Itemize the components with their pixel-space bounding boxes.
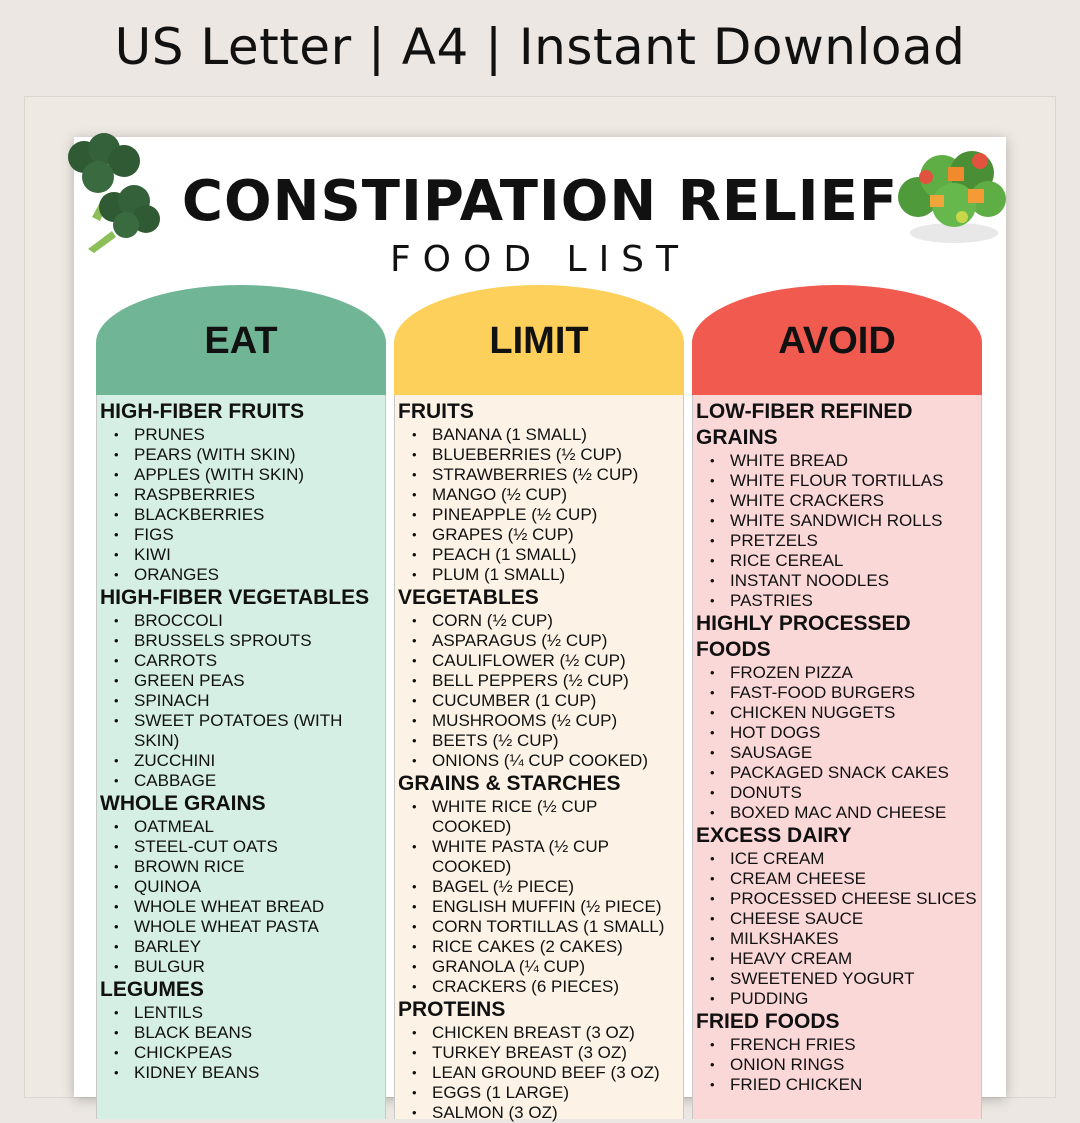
list-item: • SWEET POTATOES (WITH SKIN) <box>100 711 383 751</box>
section-title: HIGHLY PROCESSED FOODS <box>696 612 911 661</box>
list-item: • DONUTS <box>696 783 979 803</box>
list-item: • PROCESSED CHEESE SLICES <box>696 889 979 909</box>
list-item: • SAUSAGE <box>696 743 979 763</box>
list-item: • GRAPES (½ CUP) <box>398 525 681 545</box>
list-item: • WHOLE WHEAT PASTA <box>100 917 383 937</box>
item-list <box>696 663 979 823</box>
list-item: • ZUCCHINI <box>100 751 383 771</box>
list-item: • SWEETENED YOGURT <box>696 969 979 989</box>
item-list <box>100 611 383 791</box>
eat-heading: EAT <box>96 285 386 395</box>
list-item: • BLACK BEANS <box>100 1023 383 1043</box>
list-item: • BLUEBERRIES (½ CUP) <box>398 445 681 465</box>
list-item: • CRACKERS (6 PIECES) <box>398 977 681 997</box>
list-item: • BROWN RICE <box>100 857 383 877</box>
list-item: • BAGEL (½ PIECE) <box>398 877 681 897</box>
section-title: FRIED FOODS <box>696 1010 840 1033</box>
list-item: • ASPARAGUS (½ CUP) <box>398 631 681 651</box>
list-item: • BLACKBERRIES <box>100 505 383 525</box>
section-title: HIGH-FIBER FRUITS <box>100 400 305 423</box>
list-item: • CABBAGE <box>100 771 383 791</box>
list-item: • FRIED CHICKEN <box>696 1075 979 1095</box>
list-item: • MUSHROOMS (½ CUP) <box>398 711 681 731</box>
list-item: • WHITE CRACKERS <box>696 491 979 511</box>
list-item: • GRANOLA (¼ CUP) <box>398 957 681 977</box>
list-item: • FIGS <box>100 525 383 545</box>
list-item: • HOT DOGS <box>696 723 979 743</box>
item-list <box>100 817 383 977</box>
list-item: • BULGUR <box>100 957 383 977</box>
document-subtitle: FOOD LIST <box>389 239 691 280</box>
list-item: • APPLES (WITH SKIN) <box>100 465 383 485</box>
limit-column <box>394 285 684 1122</box>
list-item: • GREEN PEAS <box>100 671 383 691</box>
list-item: • CORN TORTILLAS (1 SMALL) <box>398 917 681 937</box>
format-banner: US Letter | A4 | Instant Download <box>114 18 966 76</box>
list-item: • ICE CREAM <box>696 849 979 869</box>
document-title: CONSTIPATION RELIEF <box>181 169 899 234</box>
item-list <box>696 1035 979 1095</box>
list-item: • MILKSHAKES <box>696 929 979 949</box>
list-item: • PUDDING <box>696 989 979 1009</box>
list-item: • PEARS (WITH SKIN) <box>100 445 383 465</box>
list-item: • RASPBERRIES <box>100 485 383 505</box>
list-item: • QUINOA <box>100 877 383 897</box>
limit-list <box>394 395 684 1122</box>
list-item: • EGGS (1 LARGE) <box>398 1083 681 1103</box>
section-title: FRUITS <box>398 400 474 423</box>
list-item: • CHICKPEAS <box>100 1043 383 1063</box>
list-item: • TURKEY BREAST (3 OZ) <box>398 1043 681 1063</box>
list-item: • SPINACH <box>100 691 383 711</box>
list-item: • CHEESE SAUCE <box>696 909 979 929</box>
list-item: • ENGLISH MUFFIN (½ PIECE) <box>398 897 681 917</box>
list-item: • FAST-FOOD BURGERS <box>696 683 979 703</box>
list-item: • CHICKEN NUGGETS <box>696 703 979 723</box>
list-item: • BROCCOLI <box>100 611 383 631</box>
item-list <box>398 1023 681 1123</box>
list-item: • PRUNES <box>100 425 383 445</box>
list-item: • WHITE FLOUR TORTILLAS <box>696 471 979 491</box>
list-item: • LENTILS <box>100 1003 383 1023</box>
list-item: • CUCUMBER (1 CUP) <box>398 691 681 711</box>
list-item: • CARROTS <box>100 651 383 671</box>
list-item: • ONIONS (¼ CUP COOKED) <box>398 751 681 771</box>
list-item: • ORANGES <box>100 565 383 585</box>
list-item: • ONION RINGS <box>696 1055 979 1075</box>
item-list <box>696 849 979 1009</box>
list-item: • PRETZELS <box>696 531 979 551</box>
list-item: • CAULIFLOWER (½ CUP) <box>398 651 681 671</box>
list-item: • MANGO (½ CUP) <box>398 485 681 505</box>
list-item: • BEETS (½ CUP) <box>398 731 681 751</box>
list-item: • BRUSSELS SPROUTS <box>100 631 383 651</box>
list-item: • LEAN GROUND BEEF (3 OZ) <box>398 1063 681 1083</box>
list-item: • RICE CEREAL <box>696 551 979 571</box>
food-list-sheet <box>74 137 1006 1122</box>
item-list <box>100 1003 383 1083</box>
avoid-list <box>692 395 982 1119</box>
list-item: • BOXED MAC AND CHEESE <box>696 803 979 823</box>
item-list <box>696 451 979 611</box>
list-item: • PACKAGED SNACK CAKES <box>696 763 979 783</box>
list-item: • CORN (½ CUP) <box>398 611 681 631</box>
list-item: • WHITE PASTA (½ CUP COOKED) <box>398 837 681 877</box>
list-item: • FROZEN PIZZA <box>696 663 979 683</box>
section-title: LOW-FIBER REFINED GRAINS <box>696 400 913 449</box>
list-item: • HEAVY CREAM <box>696 949 979 969</box>
avoid-column <box>692 285 982 1115</box>
list-item: • WHITE SANDWICH ROLLS <box>696 511 979 531</box>
list-item: • WHITE BREAD <box>696 451 979 471</box>
list-item: • STRAWBERRIES (½ CUP) <box>398 465 681 485</box>
list-item: • PASTRIES <box>696 591 979 611</box>
eat-list <box>96 395 386 1119</box>
list-item: • BELL PEPPERS (½ CUP) <box>398 671 681 691</box>
list-item: • SALMON (3 OZ) <box>398 1103 681 1123</box>
section-title: WHOLE GRAINS <box>100 792 266 815</box>
list-item: • OATMEAL <box>100 817 383 837</box>
list-item: • CREAM CHEESE <box>696 869 979 889</box>
list-item: • PINEAPPLE (½ CUP) <box>398 505 681 525</box>
list-item: • RICE CAKES (2 CAKES) <box>398 937 681 957</box>
list-item: • INSTANT NOODLES <box>696 571 979 591</box>
list-item: • WHOLE WHEAT BREAD <box>100 897 383 917</box>
list-item: • BARLEY <box>100 937 383 957</box>
list-item: • KIDNEY BEANS <box>100 1063 383 1083</box>
list-item: • PLUM (1 SMALL) <box>398 565 681 585</box>
section-title: HIGH-FIBER VEGETABLES <box>100 586 370 609</box>
list-item: • WHITE RICE (½ CUP COOKED) <box>398 797 681 837</box>
item-list <box>398 611 681 771</box>
list-item: • PEACH (1 SMALL) <box>398 545 681 565</box>
section-title: PROTEINS <box>398 998 506 1021</box>
item-list <box>398 797 681 997</box>
eat-column <box>96 285 386 1115</box>
list-item: • KIWI <box>100 545 383 565</box>
section-title: LEGUMES <box>100 978 204 1001</box>
item-list <box>100 425 383 585</box>
avoid-heading: AVOID <box>692 285 982 395</box>
item-list <box>398 425 681 585</box>
section-title: EXCESS DAIRY <box>696 824 852 847</box>
section-title: GRAINS & STARCHES <box>398 772 621 795</box>
section-title: VEGETABLES <box>398 586 539 609</box>
limit-heading: LIMIT <box>394 285 684 395</box>
list-item: • FRENCH FRIES <box>696 1035 979 1055</box>
list-item: • STEEL-CUT OATS <box>100 837 383 857</box>
list-item: • BANANA (1 SMALL) <box>398 425 681 445</box>
list-item: • CHICKEN BREAST (3 OZ) <box>398 1023 681 1043</box>
